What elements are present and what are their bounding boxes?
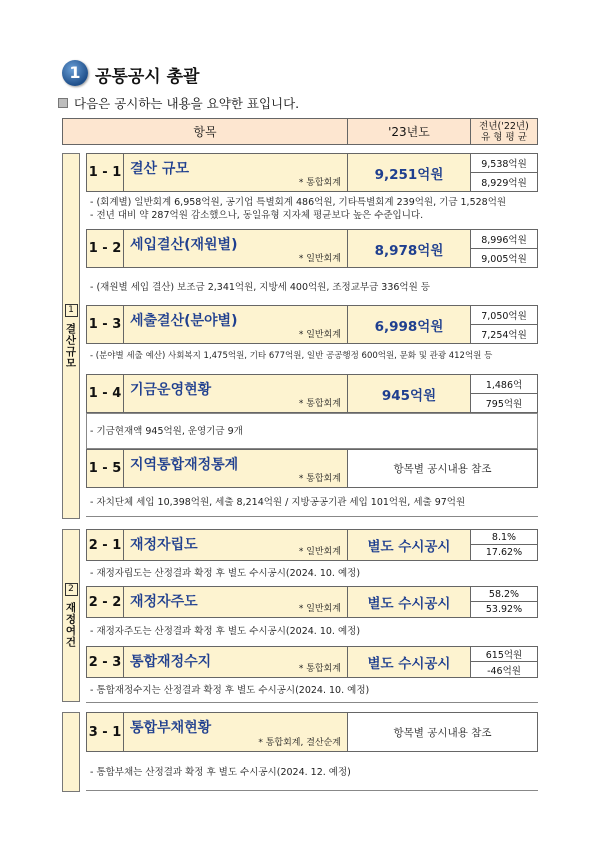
row-title: 기금운영현황 bbox=[130, 382, 212, 398]
desc-line: - (회계별) 일반회계 6,958억원, 공기업 특별회계 486억원, 기타특별회계 239억원, 기금 1,528억원 bbox=[90, 197, 507, 208]
row-title: 통합부채현황 bbox=[130, 720, 212, 736]
section-title: 공통공시 총괄 bbox=[95, 67, 200, 87]
row-value: 항목별 공시내용 참조 bbox=[347, 449, 538, 488]
row-value: 6,998억원 bbox=[347, 305, 471, 344]
row-scope: * 통합회계, 결산순계 bbox=[258, 738, 341, 748]
row-code: 1 - 1 bbox=[86, 153, 124, 192]
row-prev: 9,538억원 bbox=[470, 153, 538, 173]
row-prev: 615억원 bbox=[470, 646, 538, 662]
row-value: 별도 수시공시 bbox=[347, 586, 471, 618]
row-title: 결산 규모 bbox=[130, 161, 189, 177]
row-avg: 17.62% bbox=[470, 544, 538, 561]
row-scope: * 일반회계 bbox=[298, 547, 341, 557]
divider bbox=[86, 516, 538, 517]
row-value: 항목별 공시내용 참조 bbox=[347, 712, 538, 752]
row-title-cell bbox=[123, 712, 348, 752]
row-description bbox=[90, 350, 538, 363]
row-value: 8,978억원 bbox=[347, 229, 471, 268]
row-title-cell bbox=[123, 646, 348, 678]
row-value: 별도 수시공시 bbox=[347, 529, 471, 561]
row-description bbox=[90, 766, 538, 779]
row-avg: 9,005억원 bbox=[470, 248, 538, 268]
row-code: 1 - 2 bbox=[86, 229, 124, 268]
row-title: 재정자주도 bbox=[130, 594, 198, 610]
row-description bbox=[90, 496, 538, 509]
group-number: 2 bbox=[65, 583, 78, 596]
row-code: 2 - 3 bbox=[86, 646, 124, 678]
group-sidebar-3 bbox=[62, 712, 80, 792]
row-title: 재정자립도 bbox=[130, 537, 198, 553]
row-code: 1 - 3 bbox=[86, 305, 124, 344]
row-prev: 7,050억원 bbox=[470, 305, 538, 325]
row-scope: * 일반회계 bbox=[298, 604, 341, 614]
row-code: 1 - 4 bbox=[86, 374, 124, 413]
row-description bbox=[90, 567, 538, 580]
row-scope: * 통합회계 bbox=[298, 664, 341, 674]
row-description bbox=[90, 281, 538, 294]
row-scope: * 통합회계 bbox=[298, 399, 341, 409]
row-avg: 8,929억원 bbox=[470, 172, 538, 192]
row-title-cell bbox=[123, 229, 348, 268]
row-scope: * 통합회계 bbox=[298, 178, 341, 188]
header-prev-line2: 유 형 평 균 bbox=[481, 131, 527, 143]
row-avg: -46억원 bbox=[470, 661, 538, 678]
desc-line: - 전년 대비 약 287억원 감소했으나, 동일유형 지자체 평균보다 높은 수준입니다. bbox=[90, 210, 424, 221]
header-item: 항목 bbox=[62, 118, 348, 145]
row-prev: 8,996억원 bbox=[470, 229, 538, 249]
row-avg: 7,254억원 bbox=[470, 324, 538, 344]
header-year: '23년도 bbox=[347, 118, 471, 145]
row-title: 지역통합재정통계 bbox=[130, 457, 239, 473]
row-title: 세출결산(분야별) bbox=[130, 313, 238, 329]
row-scope: * 통합회계 bbox=[298, 474, 341, 484]
divider bbox=[86, 702, 538, 703]
row-value: 9,251억원 bbox=[347, 153, 471, 192]
row-title: 통합재정수지 bbox=[130, 654, 212, 670]
header-prev-year bbox=[470, 118, 538, 145]
row-prev: 58.2% bbox=[470, 586, 538, 602]
row-prev: 1,486억 bbox=[470, 374, 538, 394]
divider bbox=[86, 790, 538, 791]
row-title-cell bbox=[123, 586, 348, 618]
row-title-cell bbox=[123, 374, 348, 413]
row-prev: 8.1% bbox=[470, 529, 538, 545]
row-description bbox=[90, 196, 538, 222]
group-sidebar-2 bbox=[62, 529, 80, 702]
row-title-cell bbox=[123, 449, 348, 488]
bullet-square-icon bbox=[58, 98, 68, 108]
row-title-cell bbox=[123, 305, 348, 344]
row-value: 945억원 bbox=[347, 374, 471, 413]
desc-line: - 자치단체 세입 10,398억원, 세출 8,214억원 / 지방공공기관 세입 101억원, 세출 97억원 bbox=[90, 497, 466, 508]
desc-line: - (재원별 세입 결산) 보조금 2,341억원, 지방세 400억원, 조정교부금 336억원 등 bbox=[90, 282, 430, 293]
row-avg: 53.92% bbox=[470, 601, 538, 618]
desc-line: - 재정자주도는 산정결과 확정 후 별도 수시공시(2024. 10. 예정) bbox=[90, 626, 361, 637]
desc-line: - 통합재정수지는 산정결과 확정 후 별도 수시공시(2024. 10. 예정) bbox=[90, 685, 370, 696]
desc-line: - 통합부채는 산정결과 확정 후 별도 수시공시(2024. 12. 예정) bbox=[90, 767, 351, 778]
group-label: 결산규모 bbox=[64, 322, 77, 369]
row-title-cell bbox=[123, 529, 348, 561]
header-prev-line1: 전년('22년) bbox=[479, 120, 529, 132]
group-number: 1 bbox=[65, 304, 78, 317]
row-value: 별도 수시공시 bbox=[347, 646, 471, 678]
row-title-cell bbox=[123, 153, 348, 192]
row-code: 1 - 5 bbox=[86, 449, 124, 488]
row-code: 2 - 1 bbox=[86, 529, 124, 561]
row-code: 3 - 1 bbox=[86, 712, 124, 752]
row-avg: 795억원 bbox=[470, 393, 538, 413]
row-code: 2 - 2 bbox=[86, 586, 124, 618]
desc-line: - 기금현재액 945억원, 운영기금 9개 bbox=[90, 426, 243, 437]
row-title: 세입결산(재원별) bbox=[130, 237, 238, 253]
group-label: 재정여건 bbox=[64, 602, 77, 648]
row-scope: * 일반회계 bbox=[298, 330, 341, 340]
desc-line: - 재정자립도는 산정결과 확정 후 별도 수시공시(2024. 10. 예정) bbox=[90, 568, 361, 579]
row-scope: * 일반회계 bbox=[298, 254, 341, 264]
section-number-badge: 1 bbox=[62, 60, 88, 86]
group-sidebar-1 bbox=[62, 153, 80, 519]
row-description bbox=[90, 684, 538, 697]
intro-text: 다음은 공시하는 내용을 요약한 표입니다. bbox=[74, 96, 300, 111]
row-description bbox=[90, 425, 530, 438]
row-description bbox=[90, 625, 538, 638]
desc-line: - (분야별 세출 예산) 사회복지 1,475억원, 기타 677억원, 일반 공공행정 600억원, 문화 및 관광 412억원 등 bbox=[90, 351, 493, 361]
